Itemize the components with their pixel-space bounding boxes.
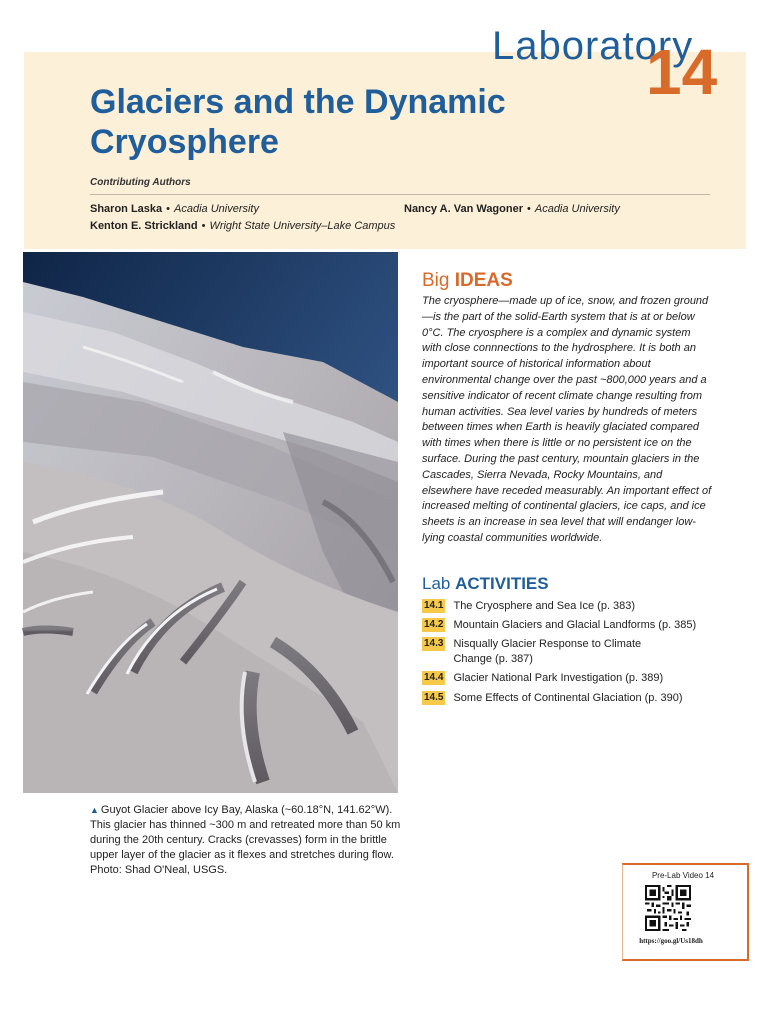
caption-marker: ▲ bbox=[90, 805, 99, 815]
prelab-video-box[interactable] bbox=[622, 863, 749, 961]
lab-activities-heading-b: ACTIVITIES bbox=[455, 574, 549, 593]
activity-title: Some Effects of Continental Glaciation (p. 390) bbox=[453, 692, 683, 704]
title-line-2: Cryosphere bbox=[90, 123, 279, 161]
activity-title: The Cryosphere and Sea Ice (p. 383) bbox=[453, 600, 636, 612]
photo-caption bbox=[90, 803, 402, 878]
activity-item[interactable] bbox=[422, 671, 722, 686]
activity-item[interactable] bbox=[422, 637, 652, 667]
big-ideas-heading-b: IDEAS bbox=[454, 270, 513, 291]
glacier-illustration bbox=[23, 252, 398, 793]
contributing-authors-label: Contributing Authors bbox=[90, 177, 191, 188]
big-ideas-heading-a: Big bbox=[422, 270, 455, 291]
author-affiliation: Acadia University bbox=[534, 203, 620, 215]
activity-item[interactable] bbox=[422, 691, 722, 706]
activity-item[interactable] bbox=[422, 599, 722, 614]
laboratory-number: 14 bbox=[646, 36, 718, 108]
activity-number: 14.5 bbox=[424, 692, 444, 703]
activity-number: 14.1 bbox=[424, 600, 444, 611]
activity-number: 14.3 bbox=[424, 638, 444, 649]
activity-number: 14.2 bbox=[424, 619, 444, 630]
activity-title: Mountain Glaciers and Glacial Landforms (p. 385) bbox=[453, 619, 697, 631]
author-separator: • bbox=[166, 203, 170, 215]
glacier-photo bbox=[23, 252, 398, 793]
big-ideas-heading bbox=[422, 270, 513, 292]
prelab-video-label: Pre-Lab Video 14 bbox=[651, 871, 715, 880]
author-3 bbox=[404, 203, 620, 215]
author-2 bbox=[90, 220, 395, 232]
author-name: Kenton E. Strickland bbox=[90, 220, 198, 232]
prelab-video-url[interactable]: https://goo.gl/Us18dh bbox=[639, 937, 703, 945]
header-divider bbox=[90, 194, 710, 195]
activity-title: Nisqually Glacier Response to Climate Change (p. 387) bbox=[453, 638, 642, 665]
caption-text: Guyot Glacier above Icy Bay, Alaska (~60.18°N, 141.62°W). This glacier has thinned ~300 m and retreated more than 50 km during the 20th century. Cracks (crevasses) form in the brittle upper layer of the glacier as it flexes and stretches during flow. Photo: Shad O'Neal, USGS. bbox=[90, 804, 401, 876]
author-separator: • bbox=[201, 220, 206, 232]
page-title bbox=[90, 82, 610, 162]
chapter-header bbox=[24, 24, 746, 249]
author-separator: • bbox=[527, 203, 531, 215]
activity-title: Glacier National Park Investigation (p. 389) bbox=[453, 672, 664, 684]
activity-number: 14.4 bbox=[424, 672, 444, 683]
author-name: Nancy A. Van Wagoner bbox=[404, 203, 523, 215]
title-line-1: Glaciers and the Dynamic bbox=[90, 83, 506, 121]
big-ideas-text: The cryosphere—made up of ice, snow, and frozen ground—is the part of the solid-Earth system that is at or below 0°C. The cryosphere is a complex and dynamic system with close connnections to the hydrosphere. It is both an important source of historical information about environmental change over the past ~800,000 years and a sensitive indicator of recent climate change resulting from human activities. Sea level varies by hundreds of meters between times when Earth is heavily glaciated compared with times when there is little or no persistent ice on the surface. During the past century, mountain glaciers in the Cascades, Sierra Nevada, Rocky Mountains, and elsewhere have receded measurably. An important effect of increased melting of continental glaciers, ice caps, and ice sheets is an increase in sea level that will endanger low-lying coastal communities worldwide. bbox=[422, 295, 712, 544]
laboratory-label: Laboratory bbox=[492, 24, 694, 68]
qr-code-icon[interactable] bbox=[645, 885, 691, 931]
lab-activities-heading-a: Lab bbox=[422, 574, 456, 593]
author-affiliation: Wright State University–Lake Campus bbox=[209, 220, 396, 232]
author-1 bbox=[90, 203, 259, 215]
author-affiliation: Acadia University bbox=[174, 203, 259, 215]
activity-item[interactable] bbox=[422, 618, 722, 633]
lab-activities-heading bbox=[422, 574, 549, 594]
author-name: Sharon Laska bbox=[90, 203, 163, 215]
